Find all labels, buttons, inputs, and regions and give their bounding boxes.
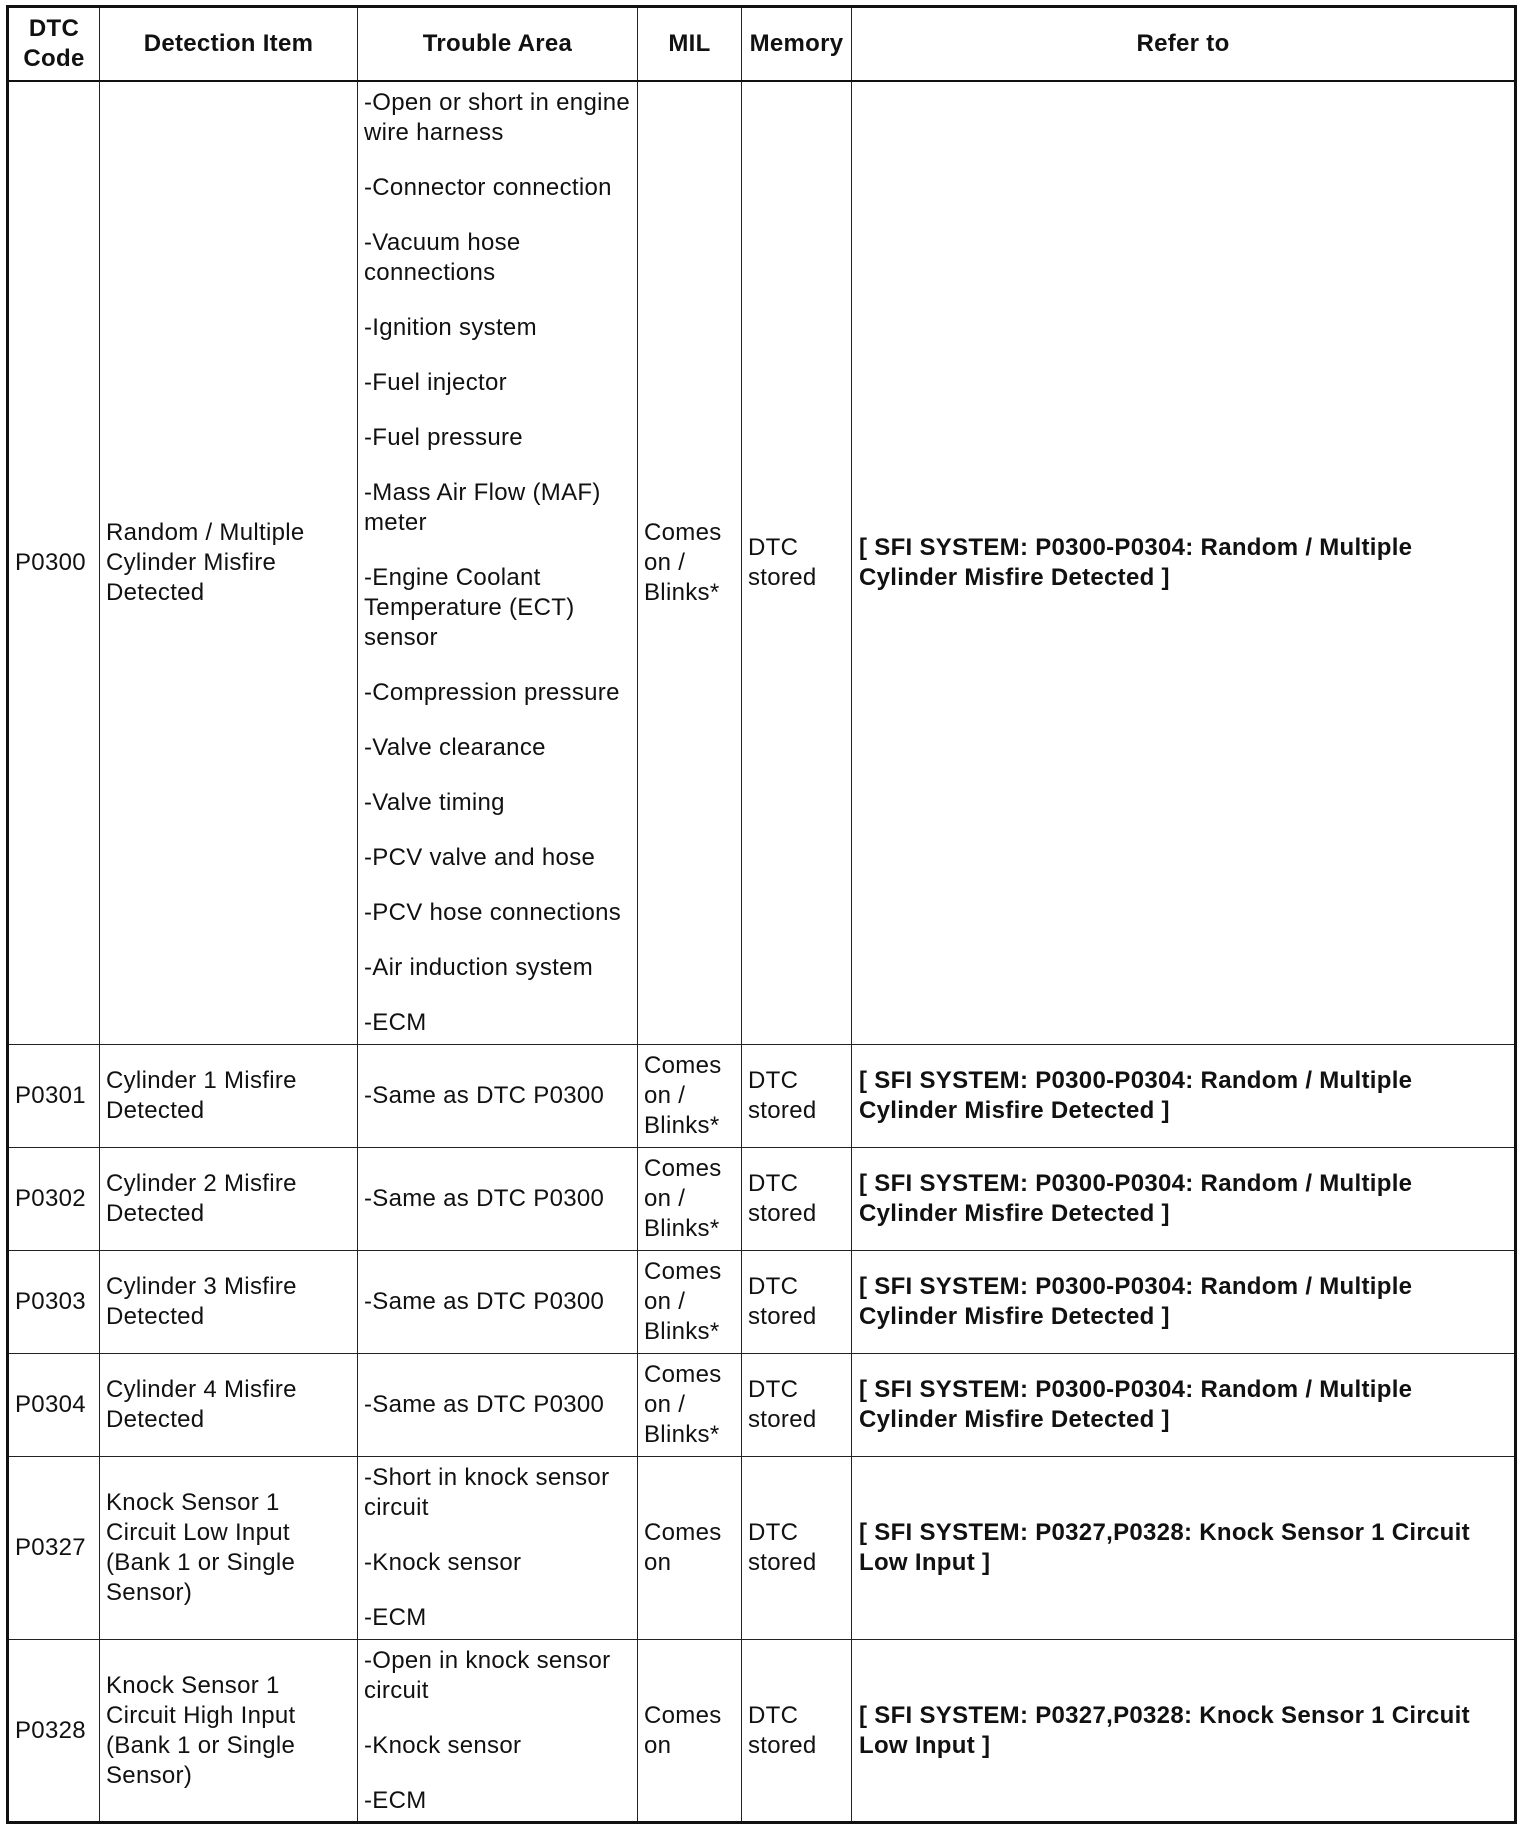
detection-item-cell: Cylinder 2 Misfire Detected	[100, 1148, 358, 1251]
memory-cell: DTC stored	[742, 81, 852, 1045]
detection-item-cell: Knock Sensor 1 Circuit High Input (Bank 1 or Single Sensor)	[100, 1640, 358, 1823]
trouble-area-list	[364, 1184, 631, 1214]
trouble-area-item: -Open or short in engine wire harness	[364, 88, 631, 146]
refer-to-cell: [ SFI SYSTEM: P0300-P0304: Random / Multiple Cylinder Misfire Detected ]	[852, 1251, 1516, 1354]
memory-cell: DTC stored	[742, 1640, 852, 1823]
dtc-code-cell: P0301	[8, 1045, 100, 1148]
trouble-area-item: -Connector connection	[364, 173, 612, 201]
mil-cell: Comes on / Blinks*	[638, 81, 742, 1045]
trouble-area-item: -Same as DTC P0300	[364, 1288, 605, 1315]
trouble-area-item: -Same as DTC P0300	[364, 1082, 605, 1109]
trouble-area-cell	[358, 1251, 638, 1354]
dtc-table	[6, 5, 1517, 1824]
memory-cell: DTC stored	[742, 1354, 852, 1457]
mil-cell: Comes on / Blinks*	[638, 1251, 742, 1354]
detection-item-cell: Cylinder 3 Misfire Detected	[100, 1251, 358, 1354]
detection-item-cell: Knock Sensor 1 Circuit Low Input (Bank 1 or Single Sensor)	[100, 1457, 358, 1640]
trouble-area-cell	[358, 1457, 638, 1640]
trouble-area-cell	[358, 1354, 638, 1457]
memory-cell: DTC stored	[742, 1457, 852, 1640]
dtc-code-cell: P0304	[8, 1354, 100, 1457]
trouble-area-item: -Fuel injector	[364, 368, 507, 396]
refer-to-cell: [ SFI SYSTEM: P0300-P0304: Random / Multiple Cylinder Misfire Detected ]	[852, 1045, 1516, 1148]
refer-to-cell: [ SFI SYSTEM: P0300-P0304: Random / Multiple Cylinder Misfire Detected ]	[852, 1148, 1516, 1251]
refer-to-cell: [ SFI SYSTEM: P0327,P0328: Knock Sensor 1 Circuit Low Input ]	[852, 1457, 1516, 1640]
trouble-area-item: -PCV valve and hose	[364, 843, 596, 871]
header-trouble-area: Trouble Area	[358, 7, 638, 81]
table-row	[8, 1148, 1516, 1251]
table-header-row	[8, 7, 1516, 81]
mil-cell: Comes on / Blinks*	[638, 1148, 742, 1251]
table-row	[8, 81, 1516, 1045]
table-row	[8, 1354, 1516, 1457]
memory-cell: DTC stored	[742, 1148, 852, 1251]
dtc-code-cell: P0328	[8, 1640, 100, 1823]
trouble-area-cell	[358, 81, 638, 1045]
header-dtc-code: DTC Code	[8, 7, 100, 81]
trouble-area-item: -Same as DTC P0300	[364, 1185, 605, 1212]
header-detection-item: Detection Item	[100, 7, 358, 81]
trouble-area-item: -Vacuum hose connections	[364, 228, 521, 286]
detection-item-cell: Cylinder 4 Misfire Detected	[100, 1354, 358, 1457]
trouble-area-item: -ECM	[364, 1786, 427, 1814]
table-row	[8, 1045, 1516, 1148]
refer-to-cell: [ SFI SYSTEM: P0300-P0304: Random / Multiple Cylinder Misfire Detected ]	[852, 1354, 1516, 1457]
memory-cell: DTC stored	[742, 1251, 852, 1354]
table-row	[8, 1251, 1516, 1354]
table-row	[8, 1640, 1516, 1823]
dtc-code-cell: P0303	[8, 1251, 100, 1354]
trouble-area-item: -Knock sensor	[364, 1549, 522, 1576]
trouble-area-item: -Fuel pressure	[364, 423, 523, 451]
trouble-area-list	[364, 1287, 631, 1317]
refer-to-cell: [ SFI SYSTEM: P0327,P0328: Knock Sensor 1 Circuit Low Input ]	[852, 1640, 1516, 1823]
trouble-area-item: -Same as DTC P0300	[364, 1391, 605, 1418]
trouble-area-item: -Open in knock sensor circuit	[364, 1646, 611, 1704]
trouble-area-item: -Valve timing	[364, 788, 505, 816]
dtc-code-cell: P0302	[8, 1148, 100, 1251]
mil-cell: Comes on	[638, 1640, 742, 1823]
trouble-area-item: -Compression pressure	[364, 678, 620, 706]
trouble-area-item: -Ignition system	[364, 313, 537, 341]
trouble-area-item: -Air induction system	[364, 953, 594, 981]
trouble-area-list	[364, 1646, 631, 1816]
mil-cell: Comes on	[638, 1457, 742, 1640]
trouble-area-item: -PCV hose connections	[364, 898, 622, 926]
mil-cell: Comes on / Blinks*	[638, 1045, 742, 1148]
detection-item-cell: Cylinder 1 Misfire Detected	[100, 1045, 358, 1148]
trouble-area-cell	[358, 1148, 638, 1251]
table-body	[8, 81, 1516, 1823]
trouble-area-item: -Valve clearance	[364, 733, 546, 761]
trouble-area-item: -ECM	[364, 1604, 427, 1631]
trouble-area-item: -Engine Coolant Temperature (ECT) sensor	[364, 563, 575, 651]
trouble-area-cell	[358, 1640, 638, 1823]
table-row	[8, 1457, 1516, 1640]
mil-cell: Comes on / Blinks*	[638, 1354, 742, 1457]
refer-to-cell: [ SFI SYSTEM: P0300-P0304: Random / Multiple Cylinder Misfire Detected ]	[852, 81, 1516, 1045]
trouble-area-item: -Mass Air Flow (MAF) meter	[364, 478, 601, 536]
trouble-area-list	[364, 88, 631, 1038]
trouble-area-list	[364, 1081, 631, 1111]
trouble-area-list	[364, 1390, 631, 1420]
header-mil: MIL	[638, 7, 742, 81]
dtc-code-cell: P0300	[8, 81, 100, 1045]
header-memory: Memory	[742, 7, 852, 81]
header-refer-to: Refer to	[852, 7, 1516, 81]
trouble-area-item: -Short in knock sensor circuit	[364, 1464, 610, 1521]
trouble-area-item: -ECM	[364, 1008, 427, 1036]
trouble-area-item: -Knock sensor	[364, 1731, 522, 1759]
dtc-code-cell: P0327	[8, 1457, 100, 1640]
trouble-area-cell	[358, 1045, 638, 1148]
memory-cell: DTC stored	[742, 1045, 852, 1148]
detection-item-cell: Random / Multiple Cylinder Misfire Detected	[100, 81, 358, 1045]
trouble-area-list	[364, 1463, 631, 1633]
